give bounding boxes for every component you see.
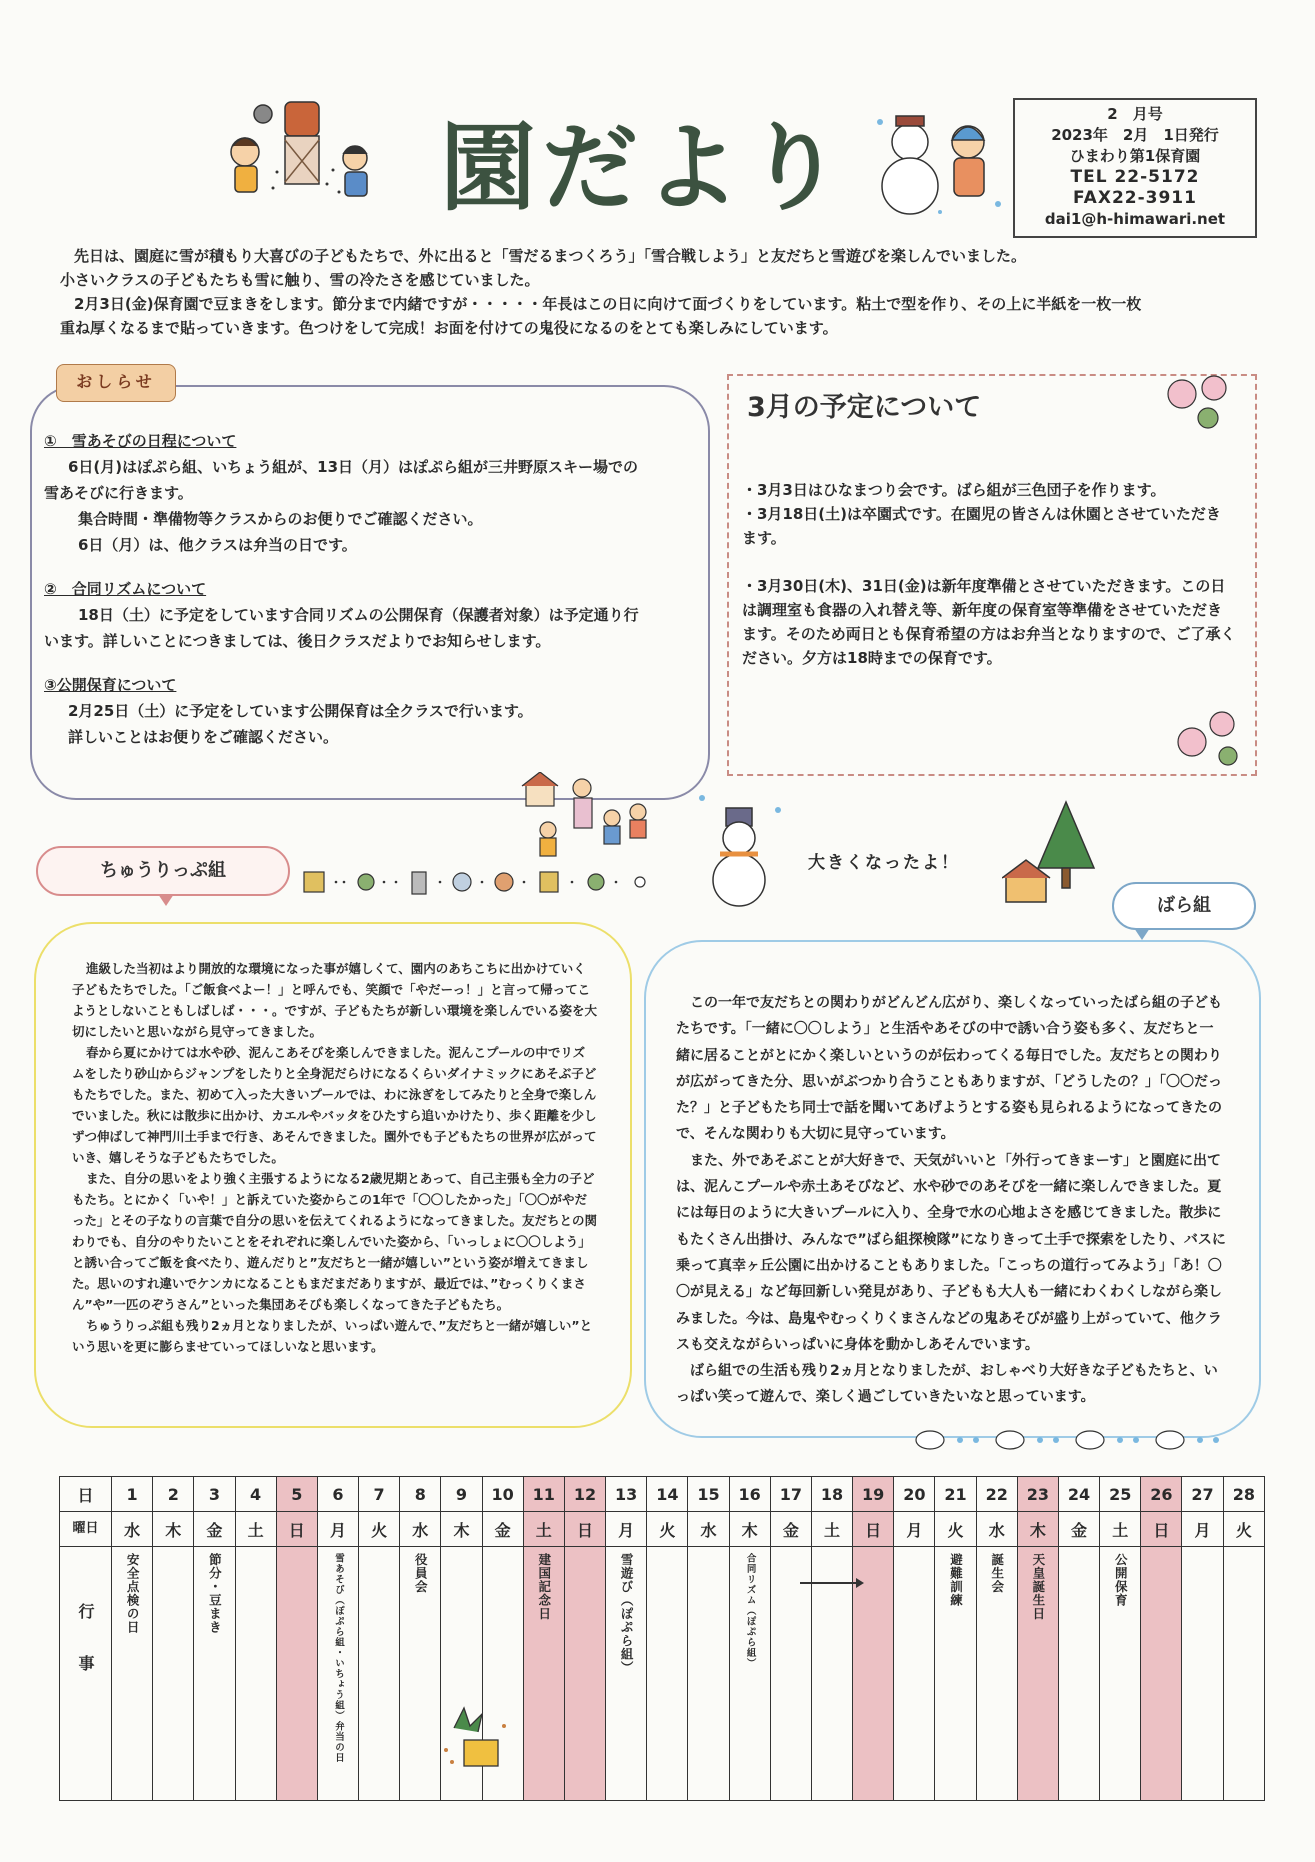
snow-play-illustration [520, 772, 660, 868]
calendar-event-cell [770, 1547, 811, 1801]
calendar-event-cell [317, 1547, 358, 1801]
arrow-icon [800, 1582, 862, 1584]
calendar-day-number: 15 [688, 1477, 729, 1512]
calendar-day-number: 22 [976, 1477, 1017, 1512]
calendar-weekday: 火 [359, 1512, 400, 1547]
calendar-event-cell [359, 1547, 400, 1801]
mamemaki-box-icon [434, 1702, 514, 1774]
calendar-event-cell [194, 1547, 235, 1801]
calendar-weekday: 月 [317, 1512, 358, 1547]
chu-class-content [72, 958, 597, 1357]
calendar-event-text: 建国記念日 [536, 1553, 552, 1621]
calendar-event-cell [811, 1547, 852, 1801]
march-line: ます。そのため両日とも保育希望の方はお弁当となりますので、ご了承く [742, 625, 1236, 643]
issue-info-box [1013, 98, 1257, 238]
bara-paragraph: この一年で友だちとの関わりがどんどん広がり、楽しくなっていったばら組の子どもたちです。「一緒に〇〇しよう」と生活やあそびの中で誘い合う姿も多く、友だちと一緒に居ることがとにかく楽しいというのが伝わってくる毎日でした。友だちとの関わりが広がってきた分、思いがぶつかり合うこともありますが、「どうしたの？」「〇〇だった？」と子どもたち同士で話を聞いてあげようとする姿も見られるようになってきたので、そんな関わりも大切に見守っています。 [676, 995, 1222, 1143]
calendar-weekday: 木 [441, 1512, 482, 1547]
calendar-day-number: 23 [1017, 1477, 1058, 1512]
calendar-weekday: 木 [1017, 1512, 1058, 1547]
calendar-day-number: 14 [647, 1477, 688, 1512]
march-line: ます。 [742, 529, 786, 547]
page-title: 園だより [440, 111, 848, 224]
notice-line: 6日(月)はぽぷら組、いちょう組が、13日（月）はぽぷら組が三井野原スキー場での [68, 458, 639, 476]
calendar-day-number: 26 [1141, 1477, 1182, 1512]
calendar-event-cell [729, 1547, 770, 1801]
calendar-day-number: 5 [276, 1477, 317, 1512]
notice-heading: ② 合同リズムについて [44, 580, 207, 598]
calendar-weekday: 火 [647, 1512, 688, 1547]
chu-paragraph: ちゅうりっぷ組も残り2ヵ月となりましたが、いっぱい遊んで、”友だちと一緒が嬉しい”という思いを更に膨らませていってほしいなと思います。 [72, 1318, 593, 1354]
bara-class-content [676, 990, 1226, 1411]
calendar-event-cell [606, 1547, 647, 1801]
plum-blossom-icon [1152, 366, 1252, 434]
calendar-event-cell [235, 1547, 276, 1801]
notice-line: 6日（月）は、他クラスは弁当の日です。 [78, 536, 357, 554]
notice-content [44, 428, 700, 750]
chu-paragraph: 春から夏にかけては水や砂、泥んこあそびを楽しんできました。泥んこプールの中でリズムをしたり砂山からジャンプをしたりと全身泥だらけになるくらいダイナミックにあそぶ子どもたちでした。また、初めて入った大きいプールでは、わに泳ぎをしてみたりと全身で楽しんでいました。秋には散歩に出かけ、カエルやバッタをひたすら追いかけたり、歩く距離を少しずつ伸ばして神門川土手まで行き、あそんできました。園外でも子どもたちの世界が広がっていき、嬉しそうな子どもたちでした。 [72, 1045, 597, 1165]
march-line: ・3月3日はひなまつり会です。ばら組が三色団子を作ります。 [742, 481, 1166, 499]
event-header: 行事 [60, 1547, 112, 1801]
calendar-event-text: 安全点検の日 [125, 1553, 141, 1634]
calendar-day-number: 13 [606, 1477, 647, 1512]
ducks-border [910, 1420, 1230, 1456]
calendar-event-row [60, 1547, 1265, 1801]
issue-date: 2023年 2月 1日発行 [1051, 126, 1219, 144]
calendar-weekday: 日 [853, 1512, 894, 1547]
calendar-weekday: 金 [1058, 1512, 1099, 1547]
calendar-event-text: 雪あそび（ぽぷら組・いちょう組）弁当の日 [332, 1553, 344, 1763]
march-line: ださい。夕方は18時までの保育です。 [742, 649, 1002, 667]
setsubun-children-illustration [215, 92, 385, 212]
calendar-event-cell [1182, 1547, 1223, 1801]
calendar-event-cell [935, 1547, 976, 1801]
calendar-weekday: 火 [1223, 1512, 1264, 1547]
march-line: ・3月30日(木)、31日(金)は新年度準備とさせていただきます。この日 [742, 577, 1226, 595]
march-line: ・3月18日(土)は卒園式です。在園児の皆さんは休園とさせていただき [742, 505, 1221, 523]
notice-heading: ① 雪あそびの日程について [44, 432, 237, 450]
calendar-day-number: 25 [1100, 1477, 1141, 1512]
house-tree-icon [1002, 798, 1102, 908]
calendar-day-number: 27 [1182, 1477, 1223, 1512]
intro-text [60, 244, 1210, 340]
notice-tag: おしらせ [56, 364, 176, 402]
calendar-event-cell [1100, 1547, 1141, 1801]
calendar-event-cell [894, 1547, 935, 1801]
march-line: は調理室も食器の入れ替え等、新年度の保育室等準備をさせていただき [742, 601, 1223, 619]
calendar-day-number: 8 [400, 1477, 441, 1512]
chu-paragraph: 進級した当初はより開放的な環境になった事が嬉しくて、園内のあちこちに出かけていく子どもたちでした。「ご飯食べよー！」と呼んでも、笑顔で「やだーっ！」と言って帰ってこようとしないこともしばしば・・・。ですが、子どもたちが新しい環境を楽しんでいる姿を大切にしたいと思いながら見守ってきました。 [72, 961, 598, 1039]
calendar-event-cell [1017, 1547, 1058, 1801]
calendar-event-cell [564, 1547, 605, 1801]
calendar-day-number: 3 [194, 1477, 235, 1512]
notice-heading: ③公開保育について [44, 676, 177, 694]
event-calendar [59, 1476, 1265, 1801]
calendar-weekday-row [60, 1512, 1265, 1547]
telephone: TEL 22-5172 [1070, 167, 1200, 187]
notice-line: 18日（土）に予定をしています合同リズムの公開保育（保護者対象）は予定通り行 [78, 606, 639, 624]
bara-paragraph: ばら組での生活も残り2ヵ月となりましたが、おしゃべり大好きな子どもたちと、いっぱい笑って遊んで、楽しく過ごしていきたいなと思っています。 [676, 1363, 1218, 1406]
calendar-event-cell [688, 1547, 729, 1801]
calendar-event-cell [1141, 1547, 1182, 1801]
snowman-child-illustration [870, 112, 1010, 222]
calendar-day-number: 4 [235, 1477, 276, 1512]
school-name: ひまわり第1保育園 [1069, 147, 1201, 165]
calendar-weekday: 日 [1141, 1512, 1182, 1547]
calendar-day-number: 20 [894, 1477, 935, 1512]
calendar-day-number: 6 [317, 1477, 358, 1512]
issue-number: 2 月号 [1107, 105, 1163, 123]
calendar-day-number: 18 [811, 1477, 852, 1512]
fax: FAX22-3911 [1073, 188, 1197, 208]
calendar-day-number: 19 [853, 1477, 894, 1512]
calendar-day-number: 11 [523, 1477, 564, 1512]
calendar-event-cell [1223, 1547, 1264, 1801]
calendar-weekday: 土 [811, 1512, 852, 1547]
calendar-day-number: 7 [359, 1477, 400, 1512]
notice-line: 集合時間・準備物等クラスからのお便りでご確認ください。 [78, 510, 483, 528]
march-title: 3月の予定について [747, 392, 982, 423]
calendar-weekday: 金 [482, 1512, 523, 1547]
calendar-event-cell [112, 1547, 153, 1801]
calendar-weekday: 土 [235, 1512, 276, 1547]
calendar-weekday: 木 [729, 1512, 770, 1547]
calendar-day-number: 10 [482, 1477, 523, 1512]
calendar-weekday: 木 [153, 1512, 194, 1547]
calendar-day-number: 17 [770, 1477, 811, 1512]
calendar-event-cell [153, 1547, 194, 1801]
calendar-weekday: 土 [1100, 1512, 1141, 1547]
calendar-event-text: 雪遊び（ぽぷら組） [619, 1553, 635, 1675]
setsubun-items-border [300, 866, 656, 900]
bara-paragraph: また、外であそぶことが大好きで、天気がいいと「外行ってきまーす」と園庭に出ては、泥んこプールや赤土あそびなど、水や砂でのあそびを一緒に楽しんできました。夏には毎日のように大きいプールに入り、全身で水の心地よさを感じてきました。散歩にもたくさん出掛け、みんなで”ばら組探検隊”になりきって土手で探索をしたり、バスに乗って真幸ヶ丘公園に出かけることもありました。「こっちの道行ってみよう」「あ！〇〇が見える」など毎回新しい発見があり、子どもも大人も一緒にわくわくしながら楽しみました。今は、島鬼やむっくりくまさんなどの鬼あそびが盛り上がっていて、他クラスも交えながらいっぱいに身体を動かしあそんでいます。 [676, 1152, 1226, 1353]
calendar-weekday: 金 [194, 1512, 235, 1547]
calendar-event-text: 役員会 [413, 1553, 429, 1594]
email: dai1@h-himawari.net [1044, 210, 1226, 228]
intro-paragraph: 先日は、園庭に雪が積もり大喜びの子どもたちで、外に出ると「雪だるまつくろう」「雪合戦しよう」と友だちと雪遊びを楽しんでいました。 [74, 247, 1027, 265]
calendar-weekday: 日 [276, 1512, 317, 1547]
calendar-event-text: 誕生会 [989, 1553, 1005, 1594]
calendar-event-cell [647, 1547, 688, 1801]
calendar-day-number: 2 [153, 1477, 194, 1512]
march-content [742, 478, 1236, 670]
notice-line: います。詳しいことにつきましては、後日クラスだよりでお知らせします。 [44, 632, 551, 650]
bara-class-tag: ばら組 [1112, 882, 1256, 930]
calendar-event-cell [1058, 1547, 1099, 1801]
calendar-weekday: 火 [935, 1512, 976, 1547]
calendar-day-number: 1 [112, 1477, 153, 1512]
calendar-day-number: 28 [1223, 1477, 1264, 1512]
calendar-day-number: 9 [441, 1477, 482, 1512]
calendar-weekday: 水 [400, 1512, 441, 1547]
calendar-weekday: 金 [770, 1512, 811, 1547]
snowman-icon [692, 788, 792, 912]
calendar-day-number: 24 [1058, 1477, 1099, 1512]
calendar-weekday: 月 [894, 1512, 935, 1547]
day-header: 日 [60, 1477, 112, 1512]
calendar-event-text: 公開保育 [1113, 1553, 1129, 1607]
calendar-day-number: 21 [935, 1477, 976, 1512]
chu-paragraph: また、自分の思いをより強く主張するようになる2歳児期とあって、自己主張も全力の子どもたち。とにかく「いや！」と訴えていた姿からこの1年で「〇〇したかった」「〇〇がやだった」とその子なりの言葉で自分の思いを伝えてくれるようになってきました。友だちとの関わりでも、自分のやりたいことをそれぞれに楽しんでいた姿から、「いっしょに〇〇しよう」と誘い合ってご飯を食べたり、遊んだりと”友だちと一緒が嬉しい”という姿が増えてきました。思いのすれ違いでケンカになることもまだまだありますが、最近では、”むっくりくまさん”や”一匹のぞうさん”といった集団あそびも楽しくなってきた子どもたち。 [72, 1171, 598, 1312]
calendar-event-cell [523, 1547, 564, 1801]
notice-line: 詳しいことはお便りをご確認ください。 [68, 728, 339, 746]
notice-line: 雪あそびに行きます。 [44, 484, 193, 502]
calendar-event-text: 節分・豆まき [207, 1553, 223, 1634]
calendar-event-cell [276, 1547, 317, 1801]
plum-blossom-icon [1162, 702, 1252, 774]
weekday-header: 曜日 [60, 1512, 112, 1547]
calendar-event-cell [976, 1547, 1017, 1801]
calendar-day-number: 12 [564, 1477, 605, 1512]
chu-class-tag: ちゅうりっぷ組 [36, 846, 290, 896]
calendar-weekday: 土 [523, 1512, 564, 1547]
calendar-event-text: 合同リズム（ぽぷら組） [744, 1553, 756, 1669]
intro-paragraph: 重ね厚くなるまで貼っていきます。色つけをして完成！お面を付けての鬼役になるのをとても楽しみにしています。 [60, 319, 838, 337]
calendar-weekday: 水 [688, 1512, 729, 1547]
calendar-weekday: 水 [976, 1512, 1017, 1547]
grown-up-label: 大きくなったよ！ [808, 853, 960, 873]
calendar-event-text: 避難訓練 [948, 1553, 964, 1607]
calendar-day-row [60, 1477, 1265, 1512]
calendar-day-number: 16 [729, 1477, 770, 1512]
intro-paragraph: 2月3日(金)保育園で豆まきをします。節分まで内緒ですが・・・・・年長はこの日に向けて面づくりをしています。粘土で型を作り、その上に半紙を一枚一枚 [74, 295, 1142, 313]
intro-paragraph: 小さいクラスの子どもたちも雪に触り、雪の冷たさを感じていました。 [60, 271, 540, 289]
calendar-weekday: 日 [564, 1512, 605, 1547]
calendar-weekday: 水 [112, 1512, 153, 1547]
notice-line: 2月25日（土）に予定をしています公開保育は全クラスで行います。 [68, 702, 533, 720]
calendar-weekday: 月 [606, 1512, 647, 1547]
calendar-event-text: 天皇誕生日 [1030, 1553, 1046, 1621]
calendar-weekday: 月 [1182, 1512, 1223, 1547]
